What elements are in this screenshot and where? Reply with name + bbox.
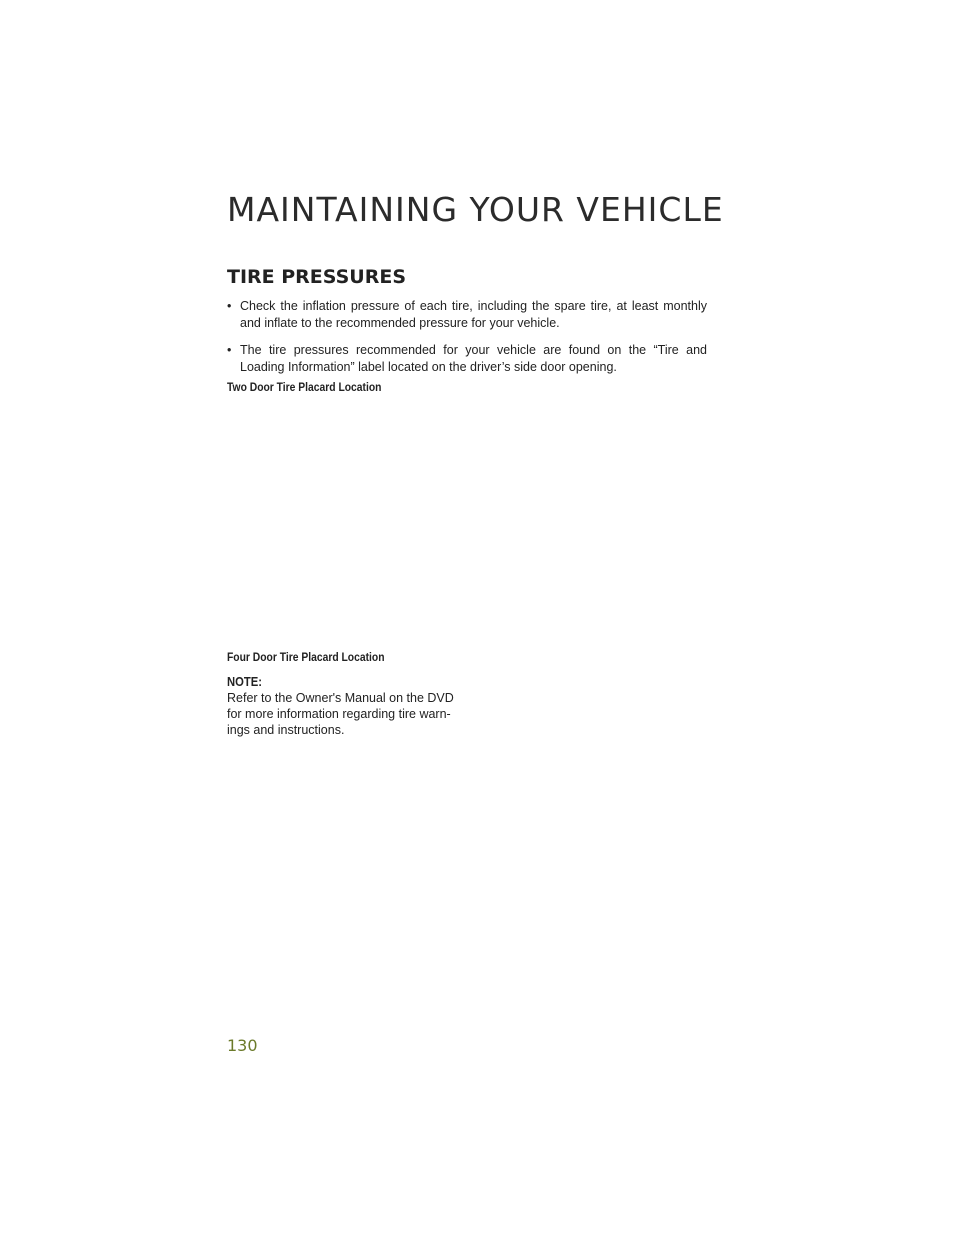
bullet-text: Check the inflation pressure of each tire, including the spare tire, at least monthly and inflate to the recommended pressure for your vehicle.	[240, 299, 707, 330]
two-door-caption: Two Door Tire Placard Location	[227, 380, 382, 394]
note-label: NOTE:	[227, 675, 263, 689]
bullet-marker: •	[227, 299, 232, 313]
bullet-item	[227, 342, 707, 376]
section-header: MAINTAINING YOUR VEHICLE	[227, 190, 724, 229]
note-text: Refer to the Owner's Manual on the DVD for more information regarding tire warn-ings and instructions.	[227, 691, 454, 737]
bullet-item	[227, 298, 707, 332]
page-number: 130	[227, 1036, 258, 1055]
note-block	[227, 674, 467, 738]
bullet-text: The tire pressures recommended for your vehicle are found on the “Tire and Loading Information” label located on the driver’s side door opening.	[240, 343, 707, 374]
section-title: TIRE PRESSURES	[227, 266, 407, 288]
bullet-list	[227, 298, 707, 386]
four-door-caption: Four Door Tire Placard Location	[227, 650, 385, 664]
bullet-marker: •	[227, 343, 232, 357]
two-door-placard-image	[227, 398, 707, 638]
